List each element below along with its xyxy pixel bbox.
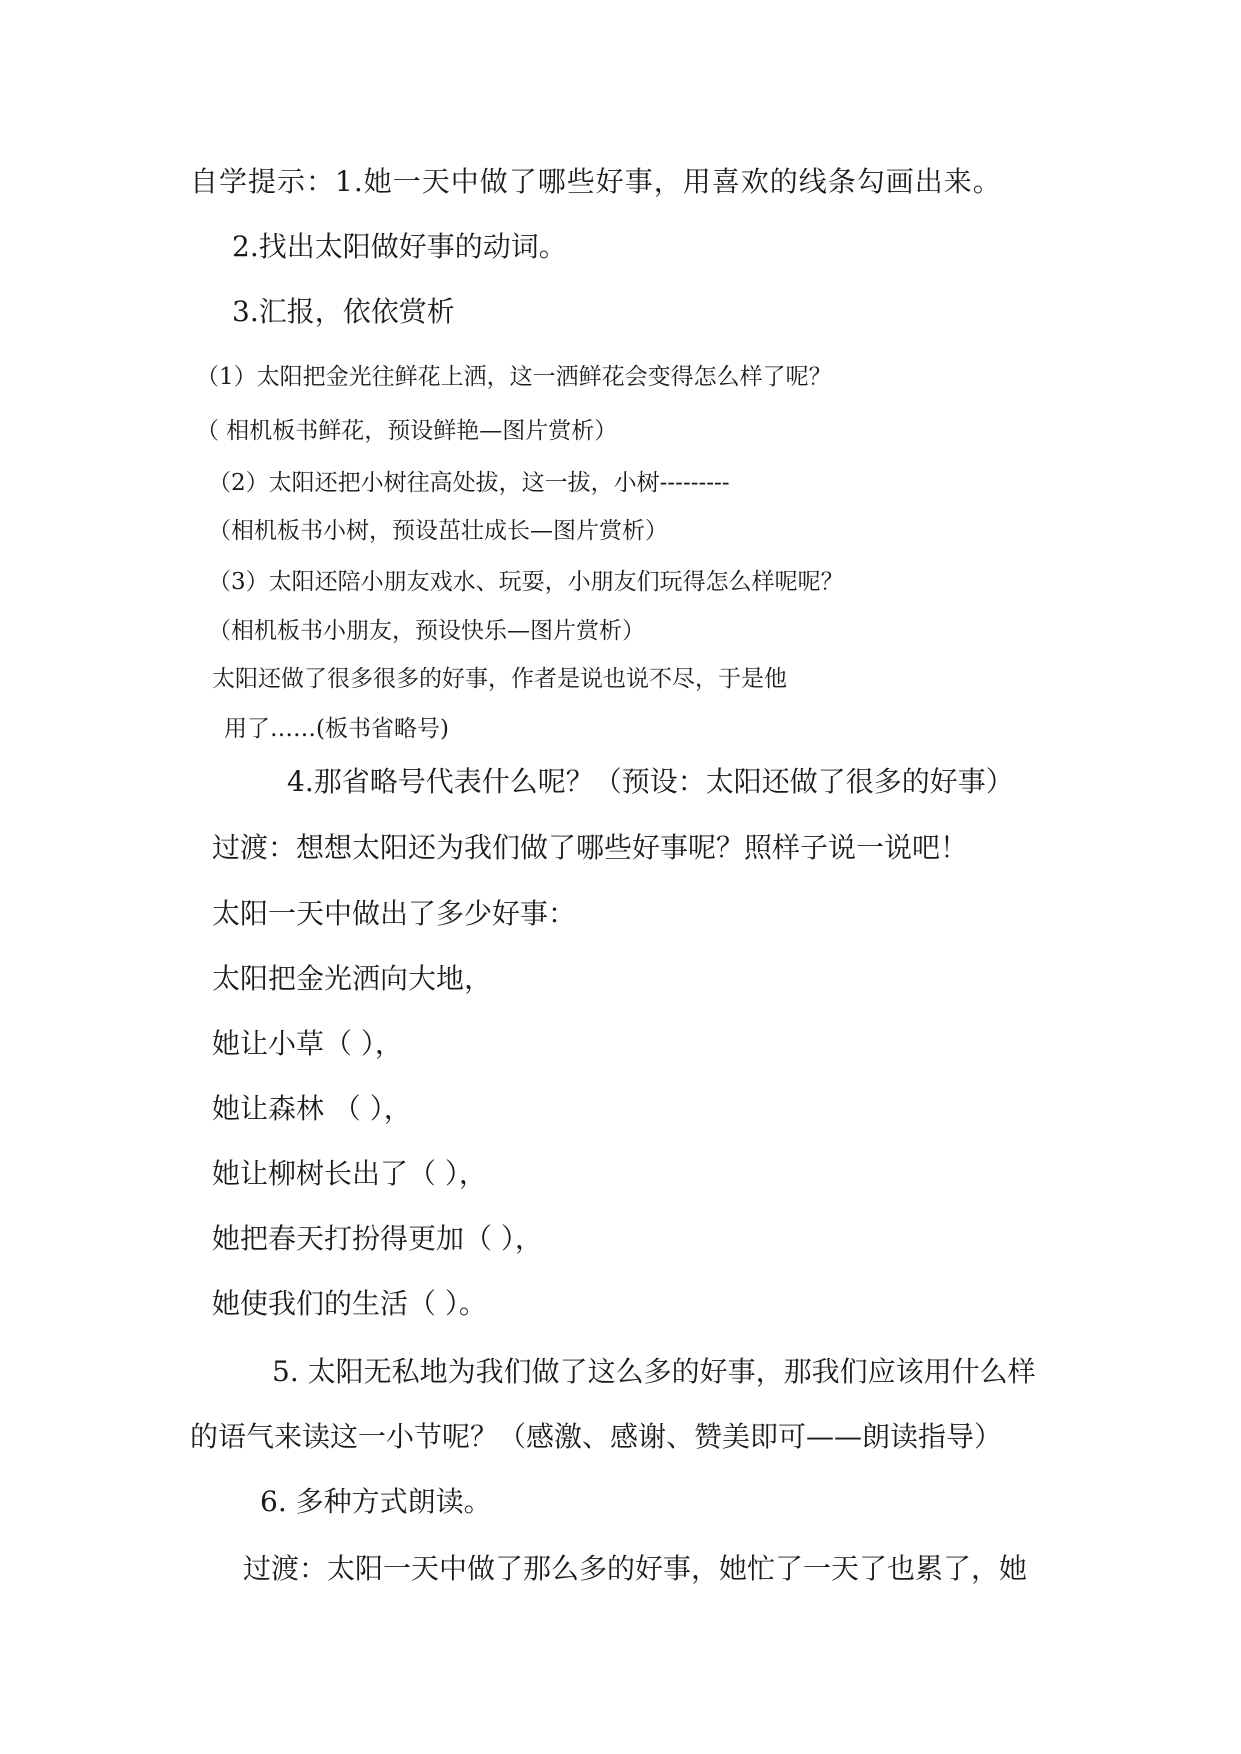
fill-blank-5: 她使我们的生活（ ）。 [212, 1287, 487, 1320]
item-2-note: （相机板书小树，预设茁壮成长—图片赏析） [208, 518, 668, 544]
item-1: （1）太阳把金光往鲜花上洒，这一洒鲜花会变得怎么样了呢？ [196, 364, 832, 390]
transition-1: 过渡：想想太阳还为我们做了哪些好事呢？照样子说一说吧！ [212, 831, 969, 864]
step-5-cont: 的语气来读这一小节呢？（感激、感谢、赞美即可——朗读指导） [190, 1420, 1003, 1453]
item-1-note: （ 相机板书鲜花，预设鲜艳—图片赏析） [196, 418, 618, 444]
transition-2: 过渡：太阳一天中做了那么多的好事，她忙了一天了也累了，她 [243, 1552, 1028, 1585]
fill-blank-2: 她让森林 （ ）， [212, 1092, 412, 1125]
sentence-intro: 太阳把金光洒向大地， [212, 962, 493, 995]
self-study-tip: 自学提示：1.她一天中做了哪些好事，用喜欢的线条勾画出来。 [190, 165, 1002, 198]
fill-blank-1: 她让小草（ ）， [212, 1027, 403, 1060]
ellipsis-intro-cont: 用了……(板书省略号) [224, 716, 449, 742]
step-6: 6. 多种方式朗读。 [260, 1485, 492, 1518]
step-5: 5. 太阳无私地为我们做了这么多的好事，那我们应该用什么样 [272, 1355, 1036, 1388]
item-3-note: （相机板书小朋友，预设快乐—图片赏析） [208, 618, 645, 644]
good-deeds-heading: 太阳一天中做出了多少好事： [212, 897, 577, 930]
step-2: 2.找出太阳做好事的动词。 [232, 230, 567, 263]
item-2: （2）太阳还把小树往高处拔，这一拔，小树--------- [208, 470, 730, 496]
fill-blank-3: 她让柳树长出了（ ）， [212, 1157, 487, 1190]
fill-blank-4: 她把春天打扮得更加（ ）， [212, 1222, 543, 1255]
step-4: 4.那省略号代表什么呢？（预设：太阳还做了很多的好事） [287, 765, 1014, 798]
ellipsis-intro: 太阳还做了很多很多的好事，作者是说也说不尽，于是他 [212, 666, 787, 692]
step-3: 3.汇报，依依赏析 [232, 295, 455, 328]
item-3: （3）太阳还陪小朋友戏水、玩耍，小朋友们玩得怎么样呢呢？ [208, 569, 844, 595]
